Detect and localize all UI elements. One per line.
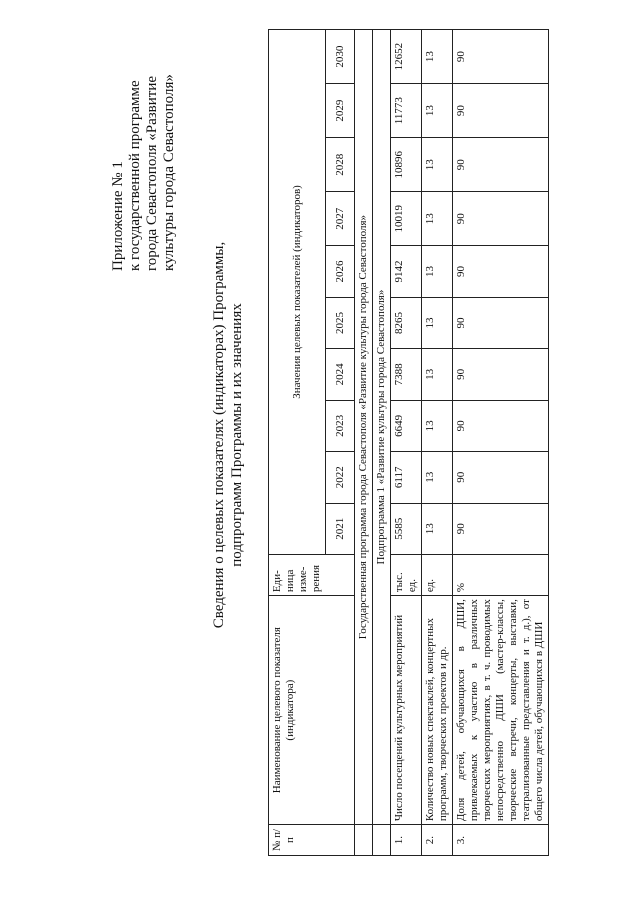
row-num: 3.	[453, 825, 549, 856]
value-cell: 6117	[391, 452, 422, 503]
year-cell: 2024	[326, 349, 355, 400]
row-name: Количество новых спектаклей, концертных программ, творческих проектов и др.	[422, 596, 453, 825]
value-cell: 13	[422, 84, 453, 138]
row-unit: %	[453, 554, 549, 595]
program-row	[355, 30, 373, 856]
value-cell: 90	[453, 138, 549, 192]
value-cell: 90	[453, 349, 549, 400]
row-unit: ед.	[422, 554, 453, 595]
value-cell: 90	[453, 246, 549, 297]
value-cell: 90	[453, 297, 549, 348]
appendix-header	[110, 21, 178, 271]
value-cell: 13	[422, 30, 453, 84]
row-unit: тыс. ед.	[391, 554, 422, 595]
year-cell: 2022	[326, 452, 355, 503]
table-row	[391, 30, 422, 856]
value-cell: 13	[422, 138, 453, 192]
year-cell: 2025	[326, 297, 355, 348]
value-cell: 13	[422, 297, 453, 348]
indicators-table	[268, 29, 549, 856]
year-cell: 2028	[326, 138, 355, 192]
value-cell: 12652	[391, 30, 422, 84]
subprogram-row	[373, 30, 391, 856]
value-cell: 13	[422, 192, 453, 246]
year-cell: 2029	[326, 84, 355, 138]
appendix-line: к государственной программе	[127, 80, 143, 271]
row-num: 1.	[391, 825, 422, 856]
year-cell: 2026	[326, 246, 355, 297]
appendix-line: Приложение № 1	[110, 161, 126, 271]
value-cell: 90	[453, 30, 549, 84]
value-cell: 5585	[391, 503, 422, 554]
appendix-line: культуры города Севастополя»	[161, 74, 177, 271]
value-cell: 9142	[391, 246, 422, 297]
value-cell: 90	[453, 503, 549, 554]
program-title: Государственная программа города Севастополя «Развитие культуры города Севастополя»	[355, 30, 373, 825]
title-line-1: Сведения о целевых показателях (индикаторах) Программы,	[211, 241, 227, 629]
appendix-line: города Севастополя «Развитие	[144, 75, 160, 271]
year-cell: 2023	[326, 400, 355, 451]
header-values: Значения целевых показателей (индикаторов)	[269, 30, 326, 555]
value-cell: 90	[453, 192, 549, 246]
year-cell: 2030	[326, 30, 355, 84]
row-name: Число посещений культурных мероприятий	[391, 596, 422, 825]
value-cell: 90	[453, 84, 549, 138]
header-unit: Еди-ница изме-рения	[269, 554, 355, 595]
row-num: 2.	[422, 825, 453, 856]
value-cell: 7388	[391, 349, 422, 400]
value-cell: 8265	[391, 297, 422, 348]
table-row	[422, 30, 453, 856]
value-cell: 10896	[391, 138, 422, 192]
value-cell: 90	[453, 452, 549, 503]
value-cell: 13	[422, 452, 453, 503]
value-cell: 13	[422, 503, 453, 554]
title-line-2: подпрограмм Программы и их значениях	[229, 303, 245, 567]
value-cell: 13	[422, 400, 453, 451]
row-name: Доля детей, обучающихся в ДШИ, привлекаемых к участию в различных творческих мероприятиях, в т. ч. проводимых непосредственно ДШИ (мастер-классы, творческие встречи, концерты, выставки, театрализованные представления и т. д.), от общего числа детей, обучающихся в ДШИ	[453, 596, 549, 825]
value-cell: 90	[453, 400, 549, 451]
value-cell: 10019	[391, 192, 422, 246]
header-num: № п/п	[269, 825, 355, 856]
year-cell: 2027	[326, 192, 355, 246]
value-cell: 13	[422, 246, 453, 297]
value-cell: 13	[422, 349, 453, 400]
value-cell: 11773	[391, 84, 422, 138]
header-name: Наименование целевого показателя (индикатора)	[269, 596, 355, 825]
document-title	[210, 165, 246, 705]
subprogram-title: Подпрограмма 1 «Развитие культуры города Севастополя»	[373, 30, 391, 825]
year-cell: 2021	[326, 503, 355, 554]
value-cell: 6649	[391, 400, 422, 451]
table-row	[453, 30, 549, 856]
